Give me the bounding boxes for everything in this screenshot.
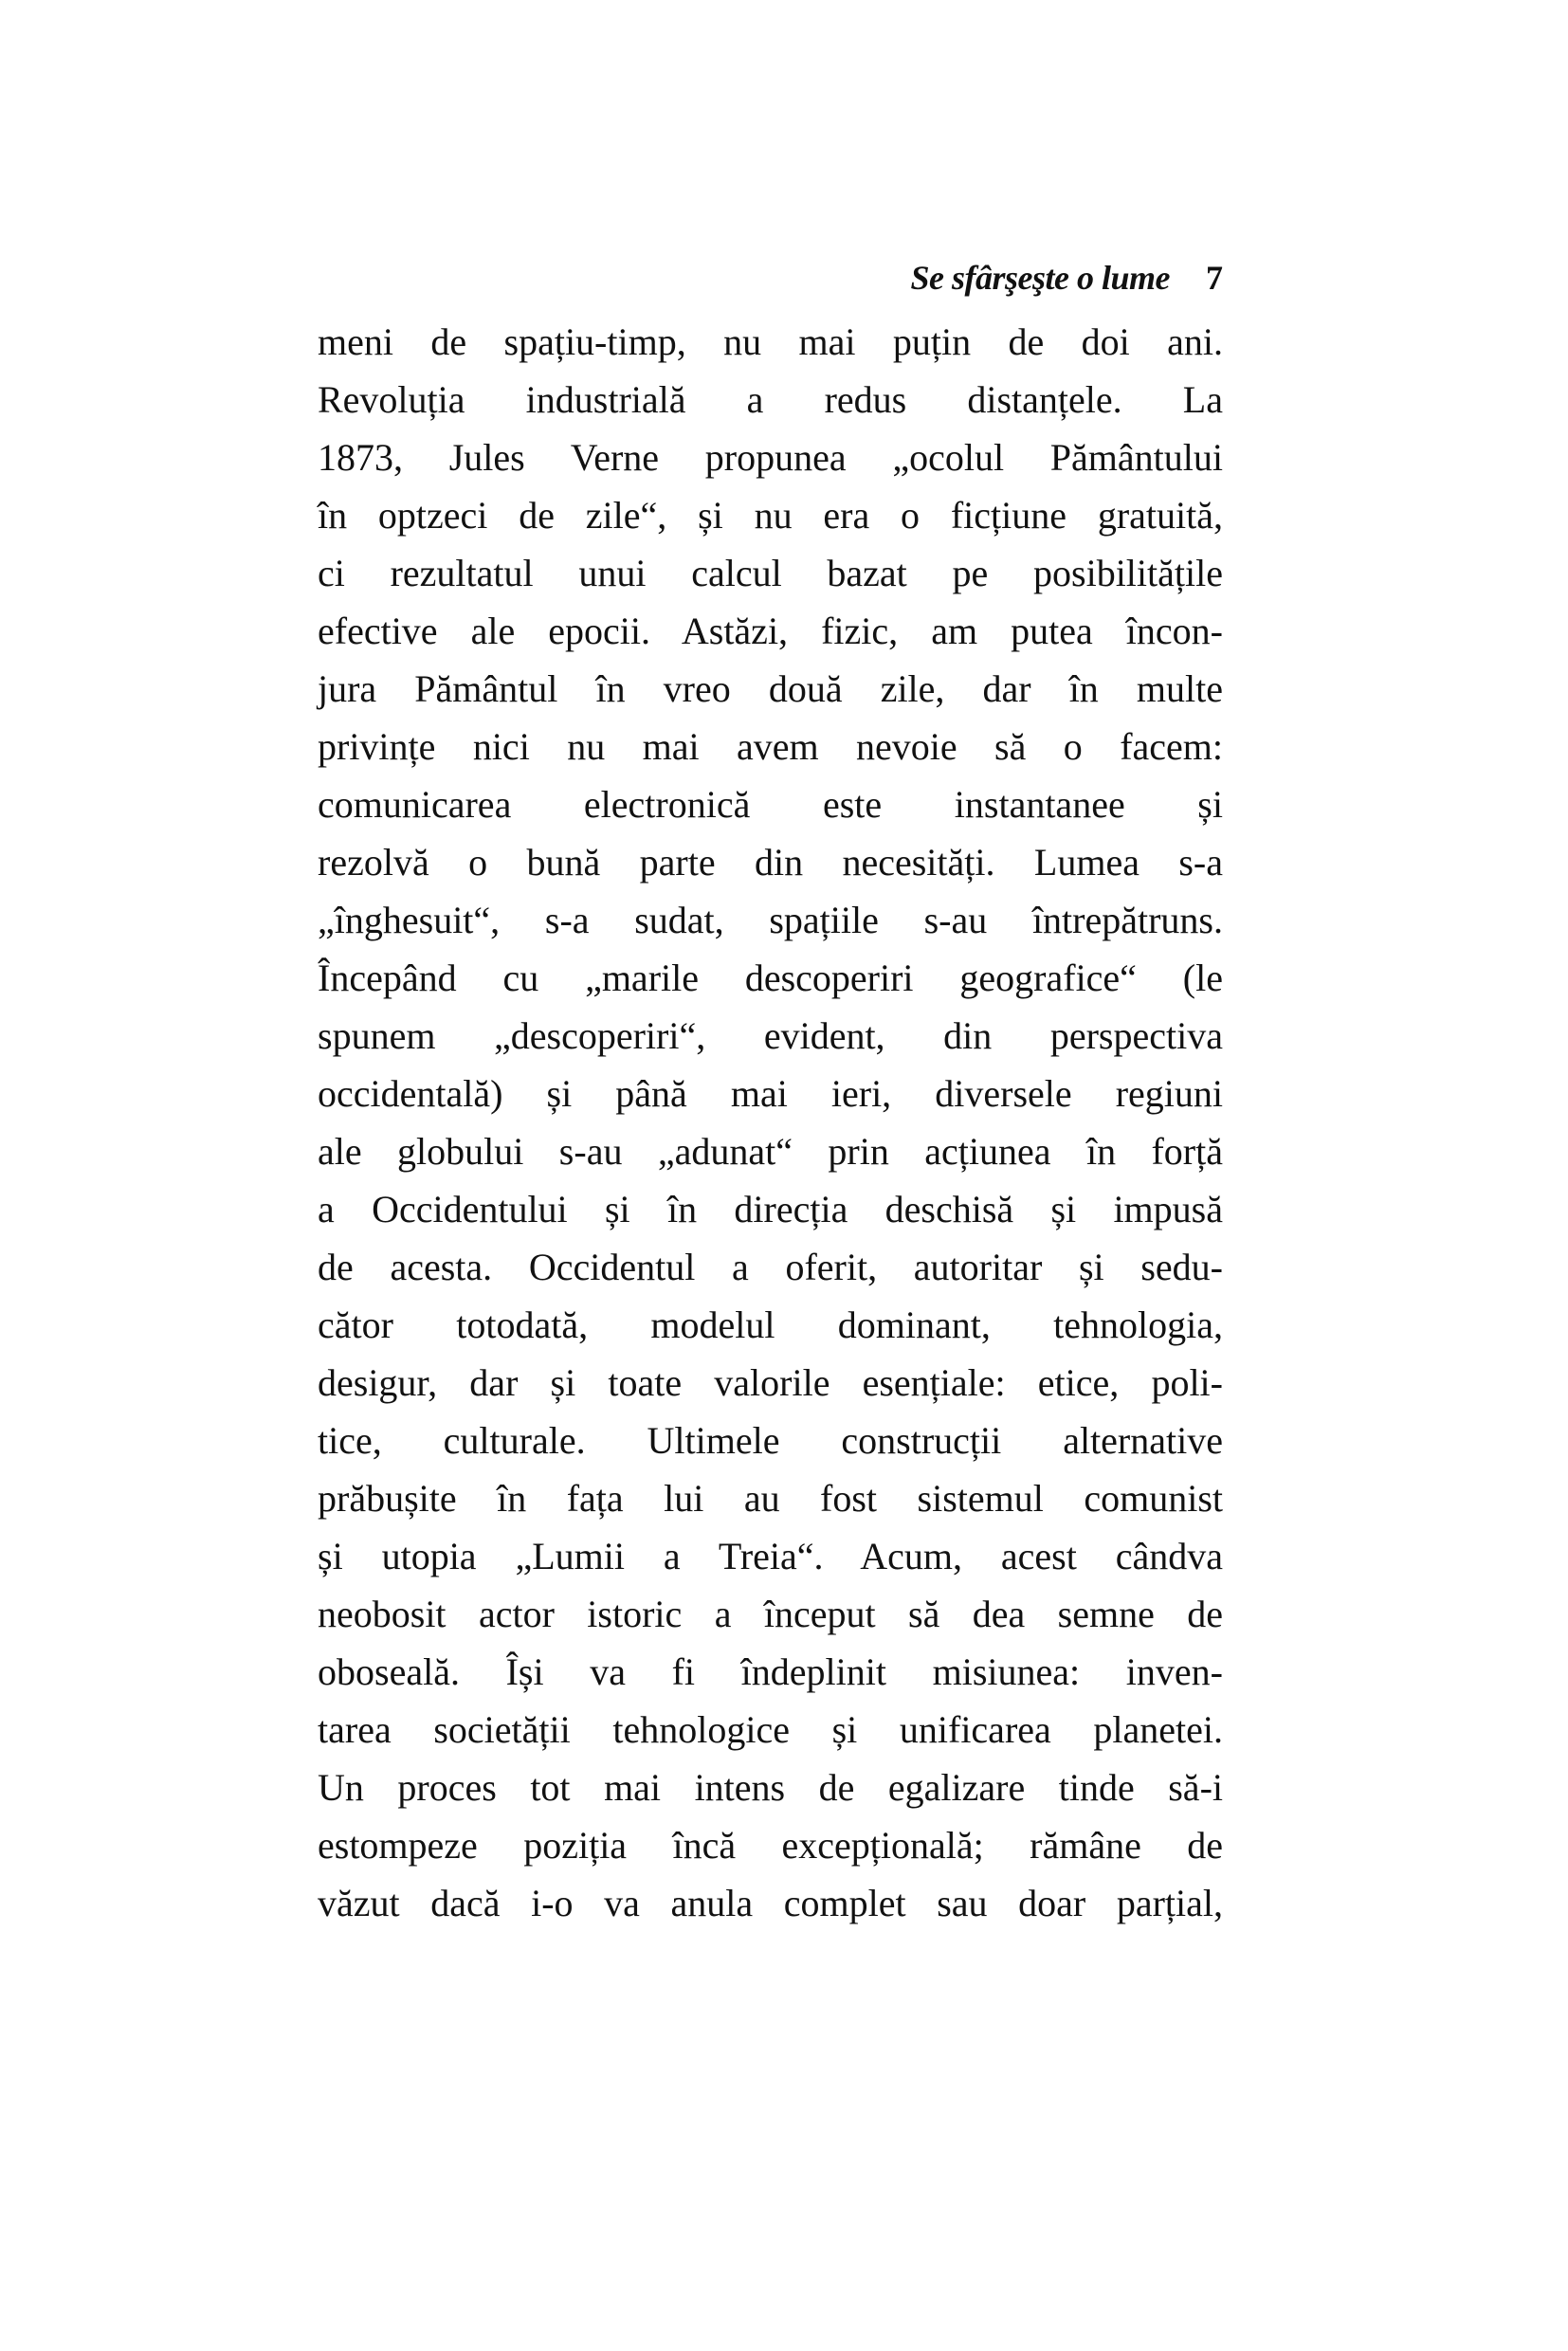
text-line: meni de spațiu-timp, nu mai puțin de doi ani.: [318, 320, 1223, 363]
text-line: 1873, Jules Verne propunea „ocolul Pământului: [318, 436, 1223, 479]
text-line: de acesta. Occidentul a oferit, autoritar și sedu-: [318, 1246, 1223, 1288]
text-line: spunem „descoperiri“, evident, din perspectiva: [318, 1014, 1223, 1057]
page-header: [318, 258, 1223, 305]
text-line: prăbușite în fața lui au fost sistemul comunist: [318, 1477, 1223, 1520]
text-line: estompeze poziția încă excepțională; rămâne de: [318, 1824, 1223, 1867]
text-line: cător totodată, modelul dominant, tehnologia,: [318, 1303, 1223, 1346]
text-line: privințe nici nu mai avem nevoie să o facem:: [318, 725, 1223, 768]
text-line: Revoluția industrială a redus distanțele. La: [318, 378, 1223, 421]
text-line: neobosit actor istoric a început să dea semne de: [318, 1593, 1223, 1635]
text-line: și utopia „Lumii a Treia“. Acum, acest cândva: [318, 1535, 1223, 1577]
text-line: desigur, dar și toate valorile esențiale: etice, poli-: [318, 1361, 1223, 1404]
text-line: a Occidentului și în direcția deschisă și impusă: [318, 1188, 1223, 1230]
text-line: „înghesuit“, s-a sudat, spațiile s-au întrepătruns.: [318, 899, 1223, 941]
text-line: occidentală) și până mai ieri, diversele regiuni: [318, 1072, 1223, 1115]
text-line: tarea societății tehnologice și unificarea planetei.: [318, 1708, 1223, 1751]
text-line: văzut dacă i-o va anula complet sau doar parțial,: [318, 1882, 1223, 1924]
body-text: [318, 313, 1223, 1932]
text-line: ale globului s-au „adunat“ prin acțiunea în forță: [318, 1130, 1223, 1173]
text-line: comunicarea electronică este instantanee și: [318, 783, 1223, 826]
text-line: Un proces tot mai intens de egalizare tinde să-i: [318, 1766, 1223, 1809]
page-number: 7: [1206, 259, 1223, 297]
text-line: oboseală. Își va fi îndeplinit misiunea: inven-: [318, 1650, 1223, 1693]
text-line: tice, culturale. Ultimele construcții alternative: [318, 1419, 1223, 1462]
running-title: Se sfârşeşte o lume: [910, 259, 1170, 297]
text-line: efective ale epocii. Astăzi, fizic, am putea încon-: [318, 610, 1223, 652]
text-line: rezolvă o bună parte din necesități. Lumea s-a: [318, 841, 1223, 884]
text-line: Începând cu „marile descoperiri geografice“ (le: [318, 957, 1223, 999]
text-line: jura Pământul în vreo două zile, dar în multe: [318, 667, 1223, 710]
text-line: în optzeci de zile“, și nu era o ficțiune gratuită,: [318, 494, 1223, 537]
text-line: ci rezultatul unui calcul bazat pe posibilitățile: [318, 552, 1223, 594]
